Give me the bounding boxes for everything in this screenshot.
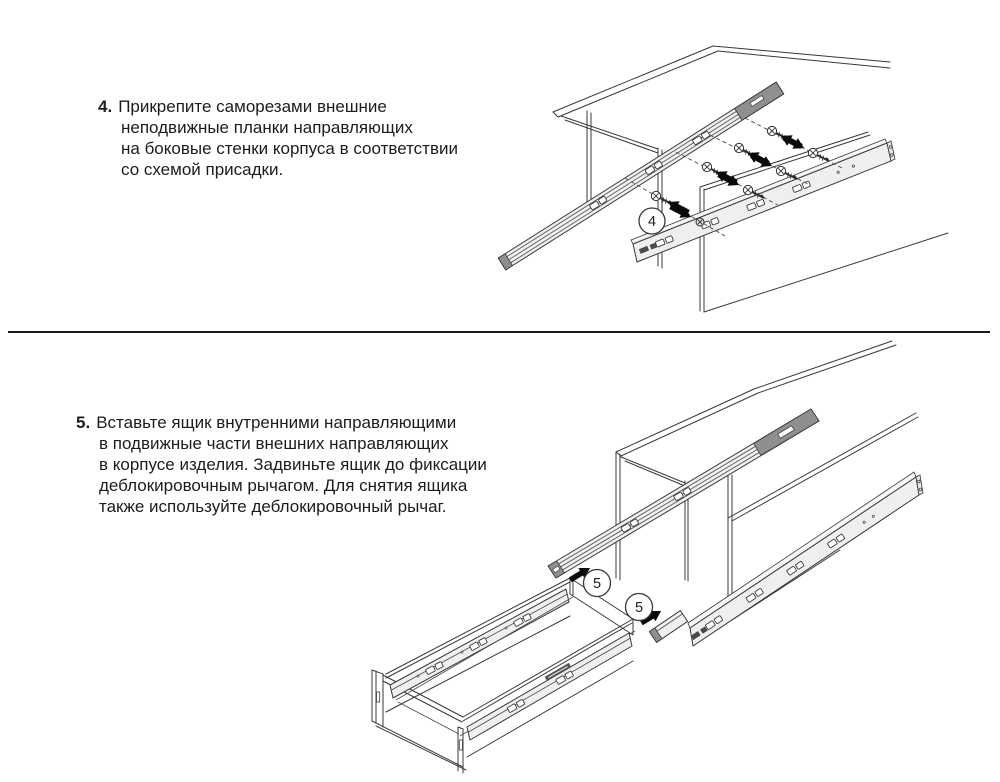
step-5-line: в подвижные части внешних направляющих <box>99 434 449 453</box>
step-5-line: в корпусе изделия. Задвиньте ящик до фиксации <box>99 455 487 474</box>
step-5-callout-2 <box>626 594 653 621</box>
step-5-callout-1 <box>584 570 611 597</box>
step-4-line <box>98 96 458 117</box>
step-5-line: также используйте деблокировочный рычаг. <box>99 497 447 516</box>
drawer-box <box>372 578 635 773</box>
step-4-line: со схемой присадки. <box>121 160 284 179</box>
step-4-text <box>98 96 458 180</box>
step-4-number: 4. <box>98 97 113 116</box>
step-4-line: неподвижные планки направляющих <box>121 118 413 137</box>
wall-screw-head <box>696 218 704 226</box>
step-5-number: 5. <box>76 413 91 432</box>
step-4-line-text: Прикрепите саморезами внешние <box>118 97 387 116</box>
drawer-slide-left-mounted <box>548 409 819 578</box>
cabinet-outline <box>553 46 948 312</box>
step-4-line: на боковые стенки корпуса в соответствии <box>121 139 458 158</box>
step-5-callout-2-label: 5 <box>634 600 644 616</box>
drawer-slide-right-mounted <box>688 472 923 646</box>
step-4-callout <box>639 208 665 234</box>
step-4-callout-label: 4 <box>647 214 657 230</box>
figure-step-4 <box>485 40 995 320</box>
step-5-line-text: Вставьте ящик внутренними направляющими <box>96 413 457 432</box>
step-5-line: деблокировочным рычагом. Для снятия ящика <box>99 476 468 495</box>
section-divider <box>8 331 990 333</box>
step-5-callout-1-label: 5 <box>592 576 602 592</box>
figure-step-5 <box>340 340 940 782</box>
